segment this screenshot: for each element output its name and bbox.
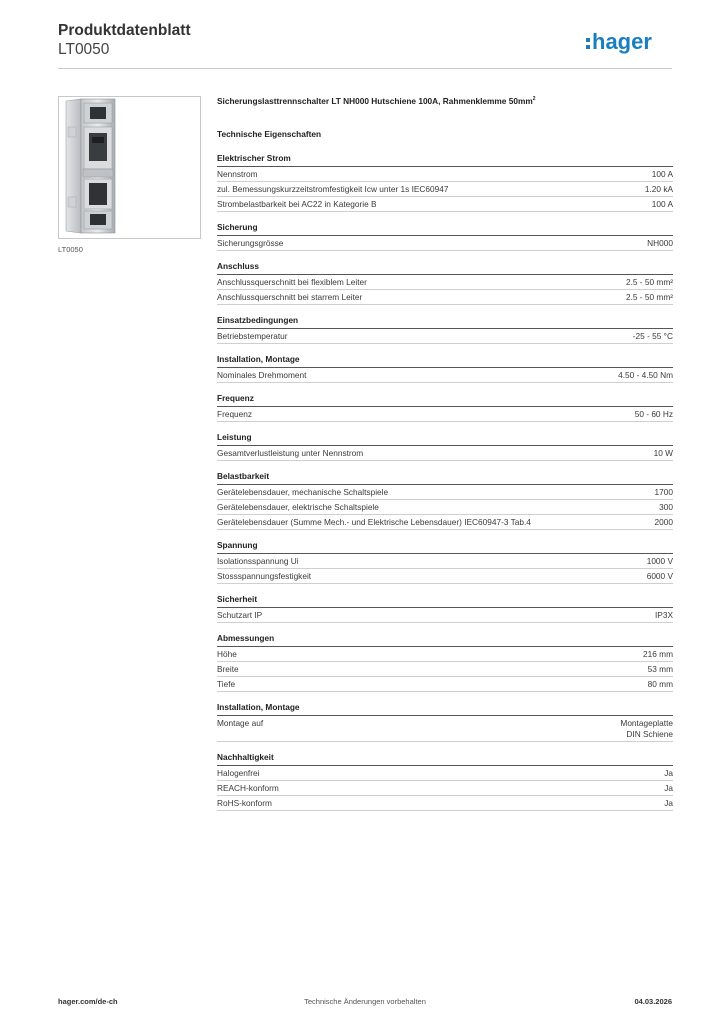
spec-row: [217, 290, 673, 305]
spec-section-title: Abmessungen: [217, 632, 673, 647]
spec-row: [217, 167, 673, 182]
spec-value: 1.20 kA: [644, 184, 673, 194]
product-description-text: Sicherungslasttrennschalter LT NH000 Hutschiene 100A, Rahmenklemme 50mm: [217, 96, 533, 106]
spec-section-title: Installation, Montage: [217, 701, 673, 716]
hager-logo: [586, 28, 672, 54]
spec-section: [217, 751, 673, 811]
spec-section: [217, 431, 673, 461]
spec-row: [217, 329, 673, 344]
spec-row: [217, 662, 673, 677]
footer-website-link[interactable]: hager.com/de-ch: [58, 997, 118, 1006]
spec-section-title: Sicherheit: [217, 593, 673, 608]
spec-sections: [217, 152, 673, 811]
spec-value: 80 mm: [647, 679, 673, 689]
spec-row: [217, 368, 673, 383]
spec-label: Gerätelebensdauer (Summe Mech.- und Elektrische Lebensdauer) IEC60947-3 Tab.4: [217, 517, 531, 527]
spec-label: Nennstrom: [217, 169, 258, 179]
spec-section-title: Installation, Montage: [217, 353, 673, 368]
spec-label: Gerätelebensdauer, elektrische Schaltspiele: [217, 502, 379, 512]
spec-row: [217, 796, 673, 811]
spec-label: Breite: [217, 664, 239, 674]
spec-section-title: Sicherung: [217, 221, 673, 236]
header-divider: [58, 68, 672, 69]
logo-wordmark: hager: [592, 29, 652, 54]
spec-label: Schutzart IP: [217, 610, 263, 620]
spec-section-title: Spannung: [217, 539, 673, 554]
footer-date: 04.03.2026: [634, 997, 672, 1006]
spec-section: [217, 221, 673, 251]
spec-row: [217, 569, 673, 584]
spec-value: Ja: [664, 767, 673, 778]
spec-value: 2.5 - 50 mm²: [625, 277, 673, 287]
spec-value: 300: [659, 502, 673, 512]
spec-label: Anschlussquerschnitt bei flexiblem Leiter: [217, 277, 367, 287]
spec-section-title: Einsatzbedingungen: [217, 314, 673, 329]
spec-value: Montageplatte DIN Schiene: [620, 718, 673, 739]
spec-label: Höhe: [217, 649, 237, 659]
spec-row: [217, 500, 673, 515]
spec-section: [217, 701, 673, 742]
spec-label: Isolationsspannung Ui: [217, 556, 299, 566]
spec-value: 216 mm: [643, 649, 673, 659]
spec-label: REACH-konform: [217, 782, 279, 793]
spec-row: [217, 446, 673, 461]
spec-value: 6000 V: [646, 571, 673, 581]
spec-section-title: Belastbarkeit: [217, 470, 673, 485]
technical-properties-heading: Technische Eigenschaften: [217, 129, 322, 139]
spec-section-title: Leistung: [217, 431, 673, 446]
spec-section-title: Anschluss: [217, 260, 673, 275]
spec-value: 4.50 - 4.50 Nm: [618, 370, 673, 380]
spec-label: Frequenz: [217, 409, 253, 419]
spec-row: [217, 485, 673, 500]
spec-row: [217, 781, 673, 796]
spec-section: [217, 470, 673, 530]
spec-section-title: Elektrischer Strom: [217, 152, 673, 167]
spec-row: [217, 197, 673, 212]
spec-value: IP3X: [655, 610, 673, 620]
switch-disconnector-illustration: [59, 97, 200, 238]
spec-value: 100 A: [651, 199, 673, 209]
spec-value: -25 - 55 °C: [632, 331, 673, 341]
spec-label: Halogenfrei: [217, 767, 260, 778]
spec-label: Tiefe: [217, 679, 236, 689]
specifications-content: [217, 92, 673, 811]
page-header: [58, 22, 672, 59]
spec-section: [217, 593, 673, 623]
spec-value: NH000: [647, 238, 673, 248]
spec-value: 10 W: [653, 448, 673, 458]
spec-value: 1000 V: [646, 556, 673, 566]
spec-label: Betriebstemperatur: [217, 331, 288, 341]
spec-row: [217, 515, 673, 530]
spec-row: [217, 647, 673, 662]
spec-section: [217, 353, 673, 383]
spec-row: [217, 407, 673, 422]
spec-row: [217, 608, 673, 623]
spec-row: [217, 677, 673, 692]
product-description: [217, 92, 673, 108]
spec-label: Montage auf: [217, 718, 264, 728]
spec-section-title: Nachhaltigkeit: [217, 751, 673, 766]
spec-value: 1700: [654, 487, 673, 497]
spec-section: [217, 539, 673, 584]
product-description-superscript: 2: [532, 96, 536, 102]
product-code: LT0050: [58, 41, 110, 58]
spec-label: Gerätelebensdauer, mechanische Schaltspiele: [217, 487, 389, 497]
spec-label: Nominales Drehmoment: [217, 370, 307, 380]
spec-value: 53 mm: [647, 664, 673, 674]
footer-notice: Technische Änderungen vorbehalten: [304, 997, 426, 1006]
spec-row: [217, 182, 673, 197]
spec-label: Anschlussquerschnitt bei starrem Leiter: [217, 292, 363, 302]
document-title: Produktdatenblatt: [58, 22, 191, 39]
spec-row: [217, 716, 673, 742]
product-image: [58, 96, 201, 239]
spec-value: 50 - 60 Hz: [634, 409, 673, 419]
spec-row: [217, 554, 673, 569]
spec-label: Stossspannungsfestigkeit: [217, 571, 312, 581]
spec-section: [217, 314, 673, 344]
spec-label: zul. Bemessungskurzzeitstromfestigkeit Icw unter 1s IEC60947: [217, 184, 449, 194]
image-caption: LT0050: [58, 245, 83, 254]
spec-section-title: Frequenz: [217, 392, 673, 407]
spec-label: Sicherungsgrösse: [217, 238, 284, 248]
spec-label: RoHS-konform: [217, 797, 272, 808]
spec-value: 2000: [654, 517, 673, 527]
spec-label: Strombelastbarkeit bei AC22 in Kategorie B: [217, 199, 377, 209]
spec-section: [217, 632, 673, 692]
spec-section: [217, 260, 673, 305]
spec-section: [217, 392, 673, 422]
spec-row: [217, 766, 673, 781]
spec-section: [217, 152, 673, 212]
spec-value: 100 A: [651, 169, 673, 179]
spec-row: [217, 275, 673, 290]
spec-label: Gesamtverlustleistung unter Nennstrom: [217, 448, 364, 458]
spec-value: 2.5 - 50 mm²: [625, 292, 673, 302]
spec-value: Ja: [664, 797, 673, 808]
spec-value: Ja: [664, 782, 673, 793]
spec-row: [217, 236, 673, 251]
